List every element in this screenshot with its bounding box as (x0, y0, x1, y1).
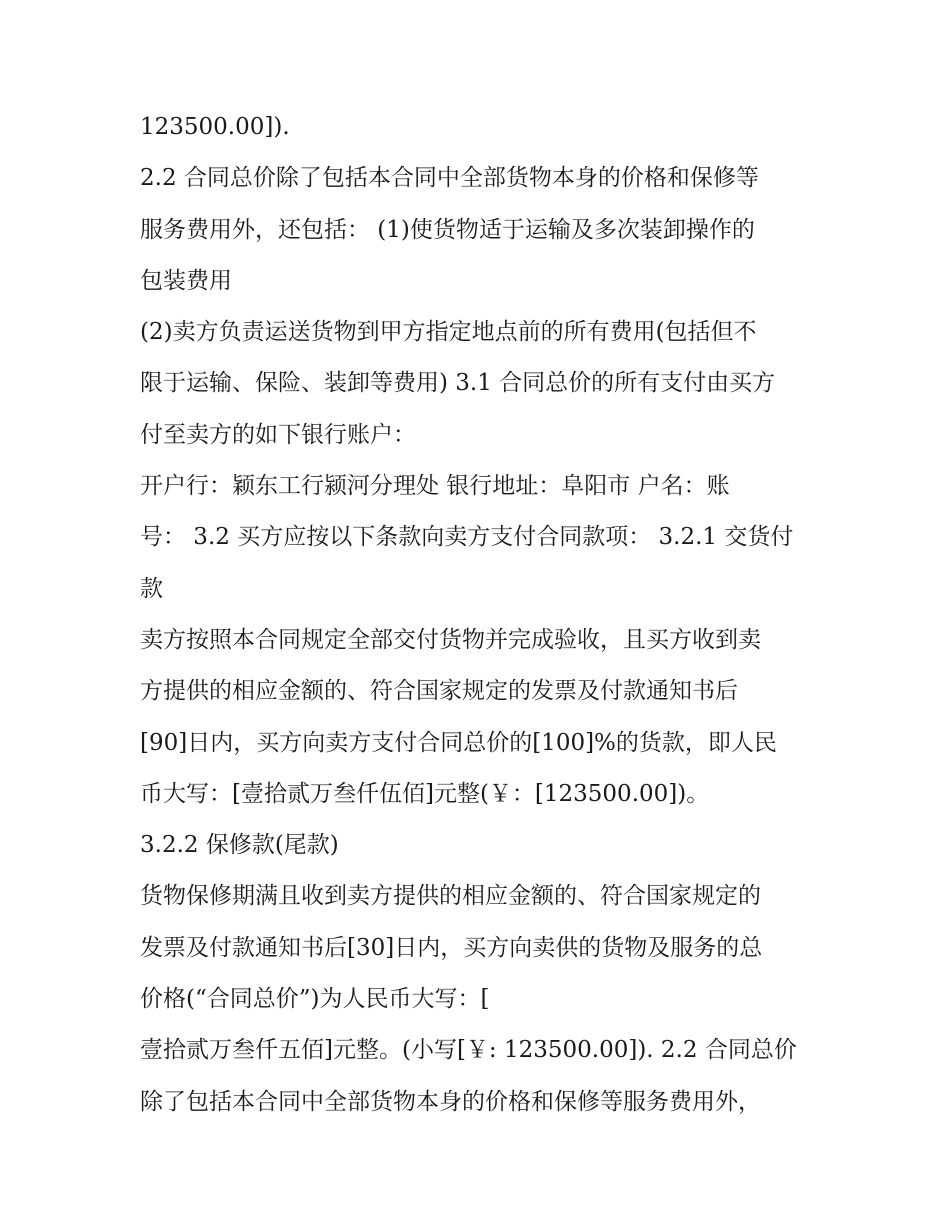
text-line: 货物保修期满且收到卖方提供的相应金额的、符合国家规定的 (140, 883, 761, 910)
contract-text-body (140, 102, 820, 1128)
text-line: 发票及付款通知书后[30]日内，买方向卖供的货物及服务的总 (140, 934, 763, 961)
text-line: 2.2 合同总价除了包括本合同中全部货物本身的价格和保修等 (140, 165, 759, 192)
text-line: 付至卖方的如下银行账户： (140, 421, 416, 448)
text-line: 币大写：[壹拾贰万叁仟伍佰]元整(￥：[123500.00])。 (140, 780, 710, 807)
text-line: 除了包括本合同中全部货物本身的价格和保修等服务费用外， (140, 1088, 761, 1115)
text-line: 服务费用外，还包括： (1)使货物适于运输及多次装卸操作的 (140, 216, 755, 243)
text-line: 3.2.2 保修款(尾款) (140, 832, 339, 859)
text-line: 号： 3.2 买方应按以下条款向卖方支付合同款项： 3.2.1 交货付 (140, 524, 794, 551)
text-line: 卖方按照本合同规定全部交付货物并完成验收，且买方收到卖 (140, 626, 761, 653)
text-line: 123500.00]). (140, 114, 290, 140)
text-line: 限于运输、保险、装卸等费用) 3.1 合同总价的所有支付由买方 (140, 370, 776, 397)
text-line: 款 (140, 575, 163, 602)
text-line: [90]日内，买方向卖方支付合同总价的[100]%的货款，即人民 (140, 729, 777, 756)
text-line: 开户行：颖东工行颍河分理处 银行地址：阜阳市 户名：账 (140, 473, 730, 500)
text-line: 壹拾贰万叁仟五佰]元整。(小写[￥: 123500.00]). 2.2 合同总价 (140, 1037, 797, 1064)
text-line: 方提供的相应金额的、符合国家规定的发票及付款通知书后 (140, 678, 738, 705)
text-line: (2)卖方负责运送货物到甲方指定地点前的所有费用(包括但不 (140, 319, 757, 346)
text-line: 包装费用 (140, 267, 232, 294)
text-line: 价格(“合同总价”)为人民币大写：[ (140, 986, 490, 1013)
